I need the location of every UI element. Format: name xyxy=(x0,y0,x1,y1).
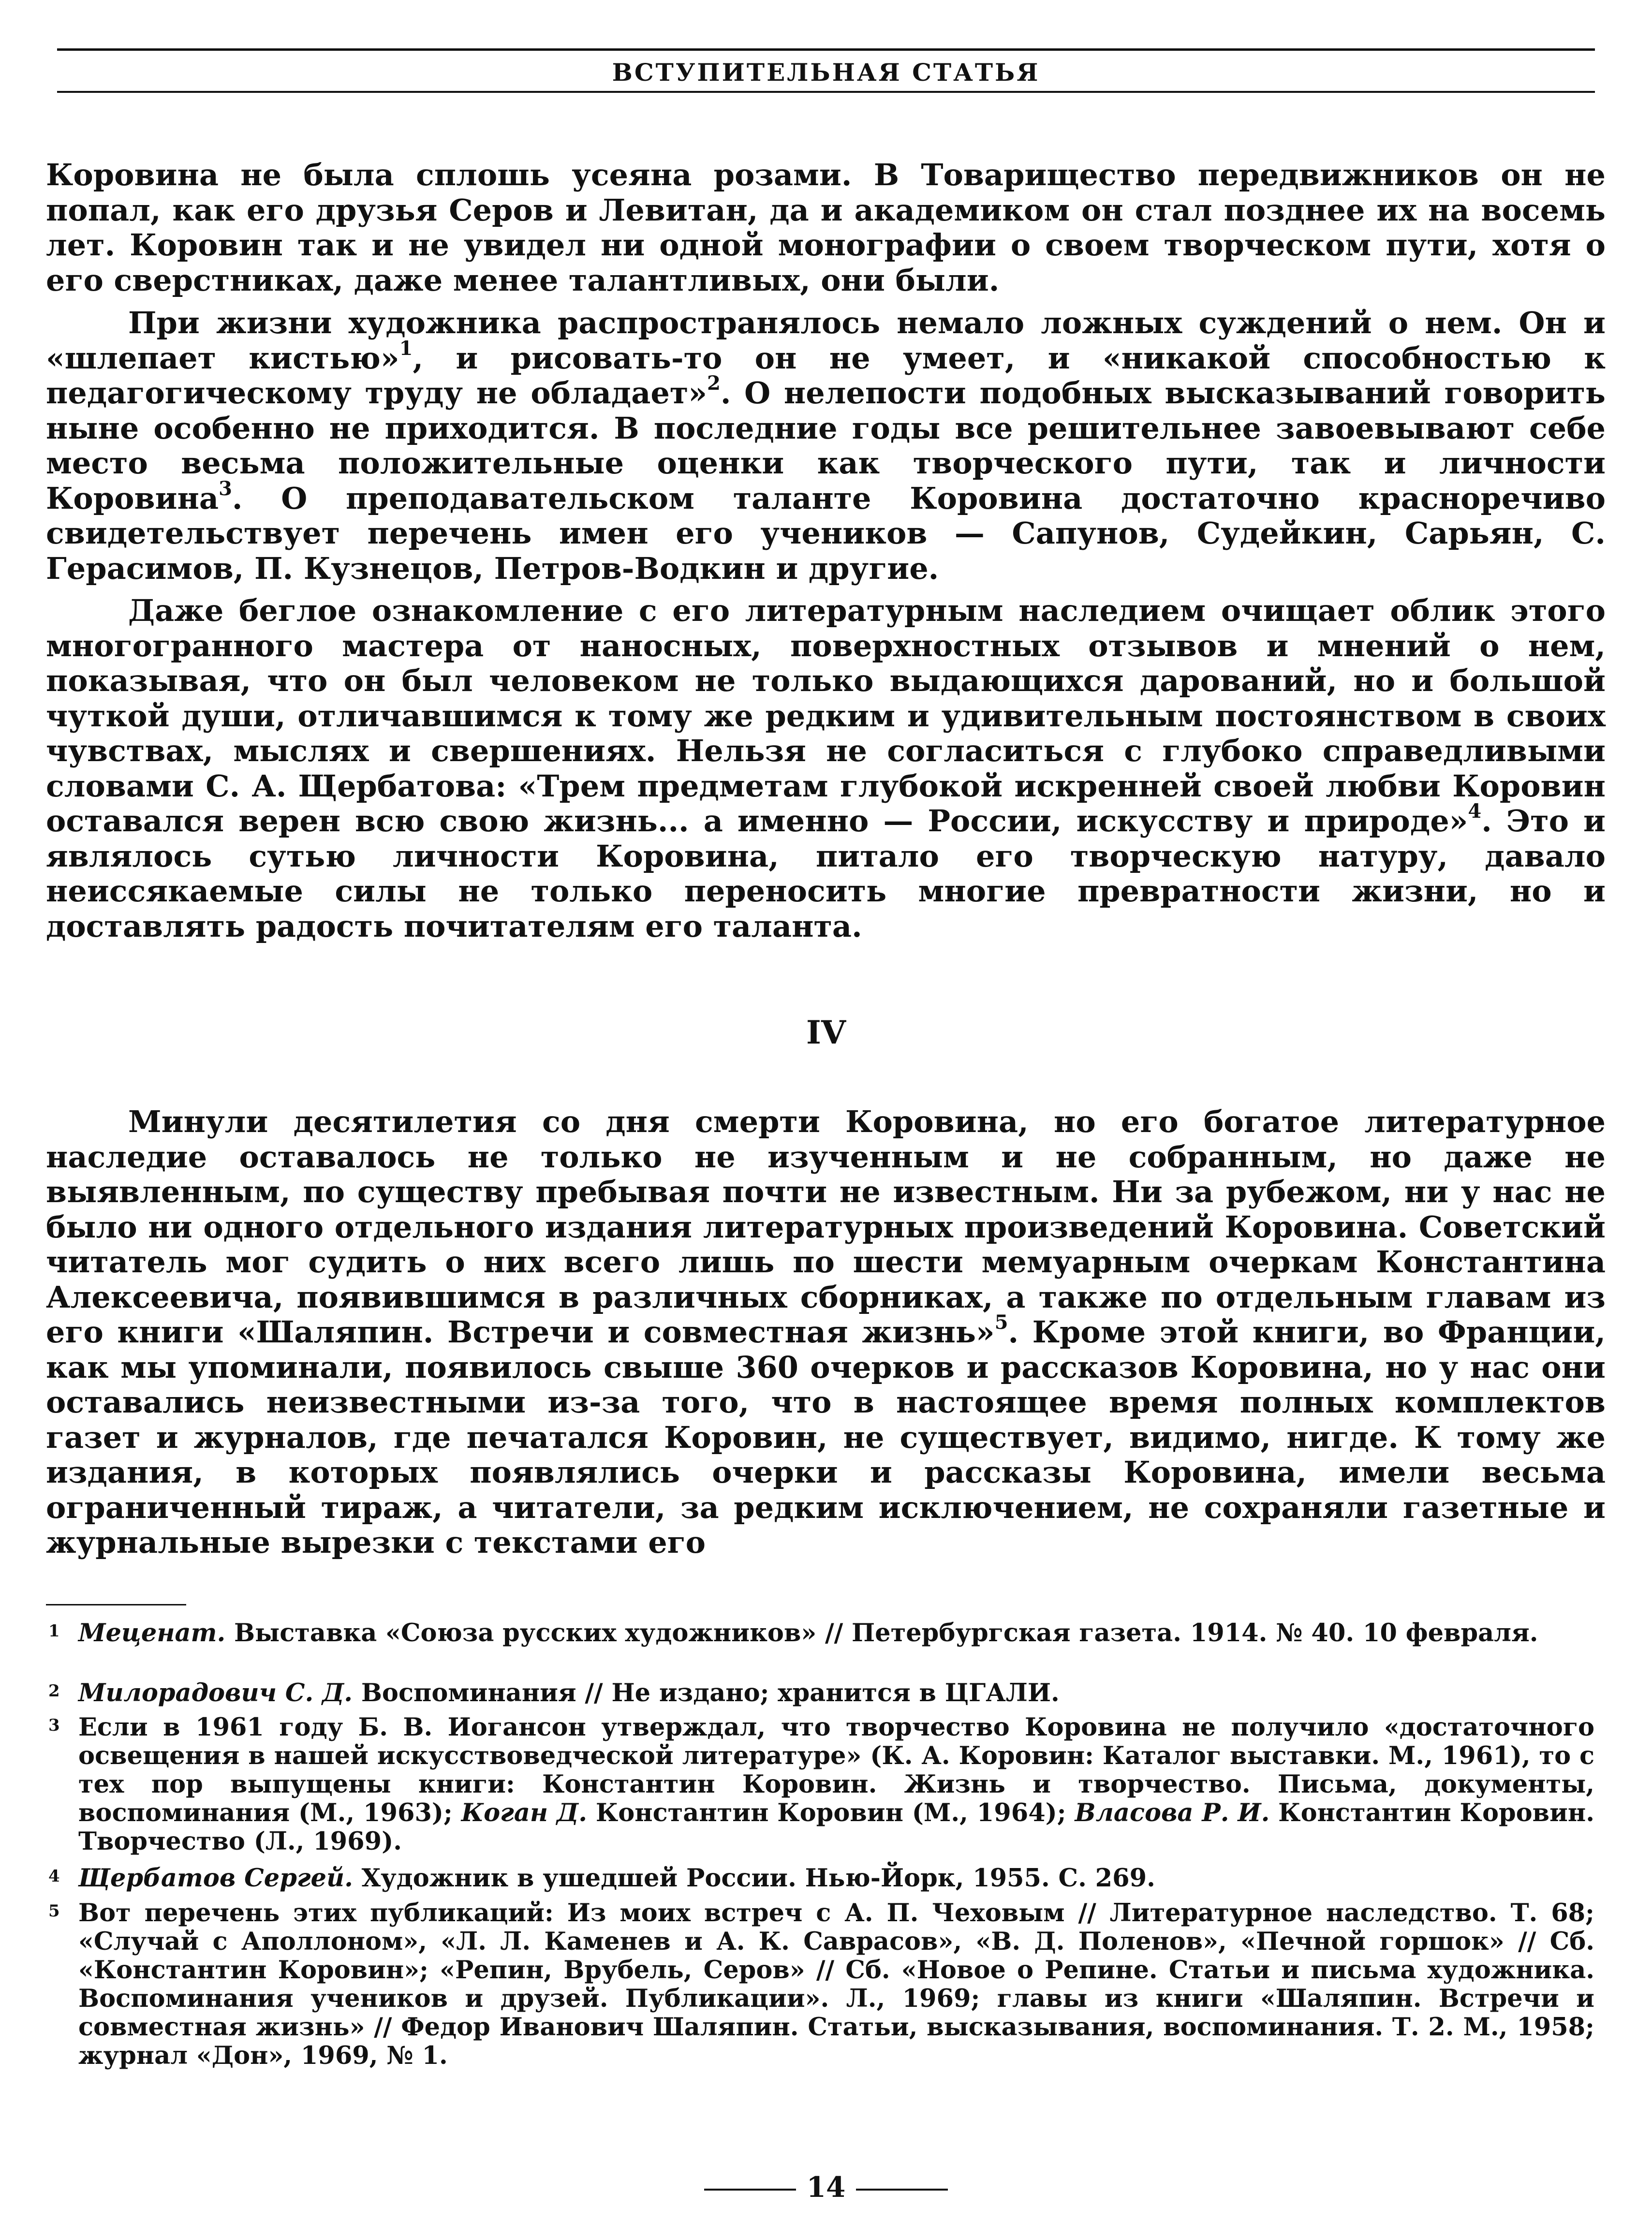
footnote-1: 1 Меценат. Выставка «Союза русских художников» // Петербургская газета. 1914. № 40. 10 февраля. xyxy=(48,1619,1538,1648)
header-rule-bottom xyxy=(57,91,1595,93)
footnote-separator xyxy=(46,1604,186,1605)
header-rule-top xyxy=(57,48,1595,51)
footnote-number: 1 xyxy=(48,1621,60,1641)
footnote-number: 3 xyxy=(48,1716,60,1735)
paragraph-1: Коровина не была сплошь усеяна розами. В Товарищество передвижников он не попал, как его друзья Серов и Левитан, да и академиком он стал позднее их на восемь лет. Коровин так и не увидел ни одной монографии о своем творческом пути, хотя о его сверстниках, даже менее талантливых, они были. xyxy=(46,157,1606,298)
footnote-number: 5 xyxy=(48,1901,60,1921)
footnote-2: 2 Милорадович С. Д. Воспоминания // Не издано; хранится в ЦГАЛИ. xyxy=(48,1678,1060,1707)
paragraph-3: Даже беглое ознакомление с его литературным наследием очищает облик этого многогранного мастера от наносных, поверхностных отзывов и мнений о нем, показывая, что он был человеком не только выдающихся дарований, но и большой чуткой души, отличавшимся к тому же редким и удивительным постоянством в своих чувствах, мыслях и свершениях. Нельзя не согласиться с глубоко справедливыми словами С. А. Щербатова: «Трем предметам глубокой искренней своей любви Коровин оставался верен всю свою жизнь... а именно — России, искусству и природе»$^4$. Это и являлось сутью личности Коровина, питало его творческую натуру, давало неиссякаемые силы не только переносить многие превратности жизни, но и доставлять радость почитателям его таланта. xyxy=(46,593,1606,944)
paragraph-2: При жизни художника распространялось немало ложных суждений о нем. Он и «шлепает кистью»$^1$, и рисовать-то он не умеет, и «никакой способностью к педагогическому труду не обладает»$^2$. О нелепости подобных высказываний говорить ныне особенно не приходится. В последние годы все решительнее завоевывают себе место весьма положительные оценки как творческого пути, так и личности Коровина$^3$. О преподавательском таланте Коровина достаточно красноречиво свидетельствует перечень имен его учеников — Сапунов, Судейкин, Сарьян, С. Герасимов, П. Кузнецов, Петров-Водкин и другие. xyxy=(46,305,1606,586)
footnote-ref-4[interactable]: 4 xyxy=(1468,800,1482,823)
running-header: ВСТУПИТЕЛЬНАЯ СТАТЬЯ xyxy=(612,58,1040,87)
page-number xyxy=(0,2170,1652,2204)
footnote-ref-2[interactable]: 2 xyxy=(707,372,721,395)
footnote-ref-5[interactable]: 5 xyxy=(994,1311,1008,1334)
page-number-value: 14 xyxy=(806,2171,846,2204)
folio-dash-left xyxy=(704,2189,796,2191)
footnote-3: 3 Если в 1961 году Б. В. Иогансон утверждал, что творчество Коровина не получило «достаточного освещения в нашей искусствоведческой литературе» (К. А. Коровин: Каталог выставки. М., 1961), то с тех пор выпущены книги: Константин Коровин. Жизнь и творчество. Письма, документы, воспоминания (М., 1963); Коган Д. Константин Коровин (М., 1964); Власова Р. И. Константин Коровин. Творчество (Л., 1969). xyxy=(48,1713,1594,1856)
footnote-number: 2 xyxy=(48,1681,60,1701)
paragraph-4: Минули десятилетия со дня смерти Коровина, но его богатое литературное наследие оставалось не только не изученным и не собранным, но даже не выявленным, по существу пребывая почти не известным. Ни за рубежом, ни у нас не было ни одного отдельного издания литературных произведений Коровина. Советский читатель мог судить о них всего лишь по шести мемуарным очеркам Константина Алексеевича, появившимся в различных сборниках, а также по отдельным главам из его книги «Шаляпин. Встречи и совместная жизнь»$^5$. Кроме этой книги, во Франции, как мы упоминали, появилось свыше 360 очерков и рассказов Коровина, но у нас они оставались неизвестными из-за того, что в настоящее время полных комплектов газет и журналов, где печатался Коровин, не существует, видимо, нигде. К тому же издания, в которых появлялись очерки и рассказы Коровина, имели весьма ограниченный тираж, а читатели, за редким исключением, не сохраняли газетные и журнальные вырезки с текстами его xyxy=(46,1104,1606,1560)
footnote-5: 5 Вот перечень этих публикаций: Из моих встреч с А. П. Чеховым // Литературное наследство. Т. 68; «Случай с Аполлоном», «Л. Л. Каменев и А. К. Саврасов», «В. Д. Поленов», «Печной горшок» // Сб. «Константин Коровин»; «Репин, Врубель, Серов» // Сб. «Новое о Репине. Статьи и письма художника. Воспоминания учеников и друзей. Публикации». Л., 1969; главы из книги «Шаляпин. Встречи и совместная жизнь» // Федор Иванович Шаляпин. Статьи, высказывания, воспоминания. Т. 2. М., 1958; журнал «Дон», 1969, № 1. xyxy=(48,1899,1594,2070)
section-heading-iv: IV xyxy=(806,1014,846,1051)
footnote-4: 4 Щербатов Сергей. Художник в ушедшей России. Нью-Йорк, 1955. С. 269. xyxy=(48,1864,1155,1893)
footnote-ref-3[interactable]: 3 xyxy=(219,477,232,500)
footnote-ref-1[interactable]: 1 xyxy=(399,337,413,360)
folio-dash-right xyxy=(856,2189,948,2191)
footnote-number: 4 xyxy=(48,1867,60,1886)
